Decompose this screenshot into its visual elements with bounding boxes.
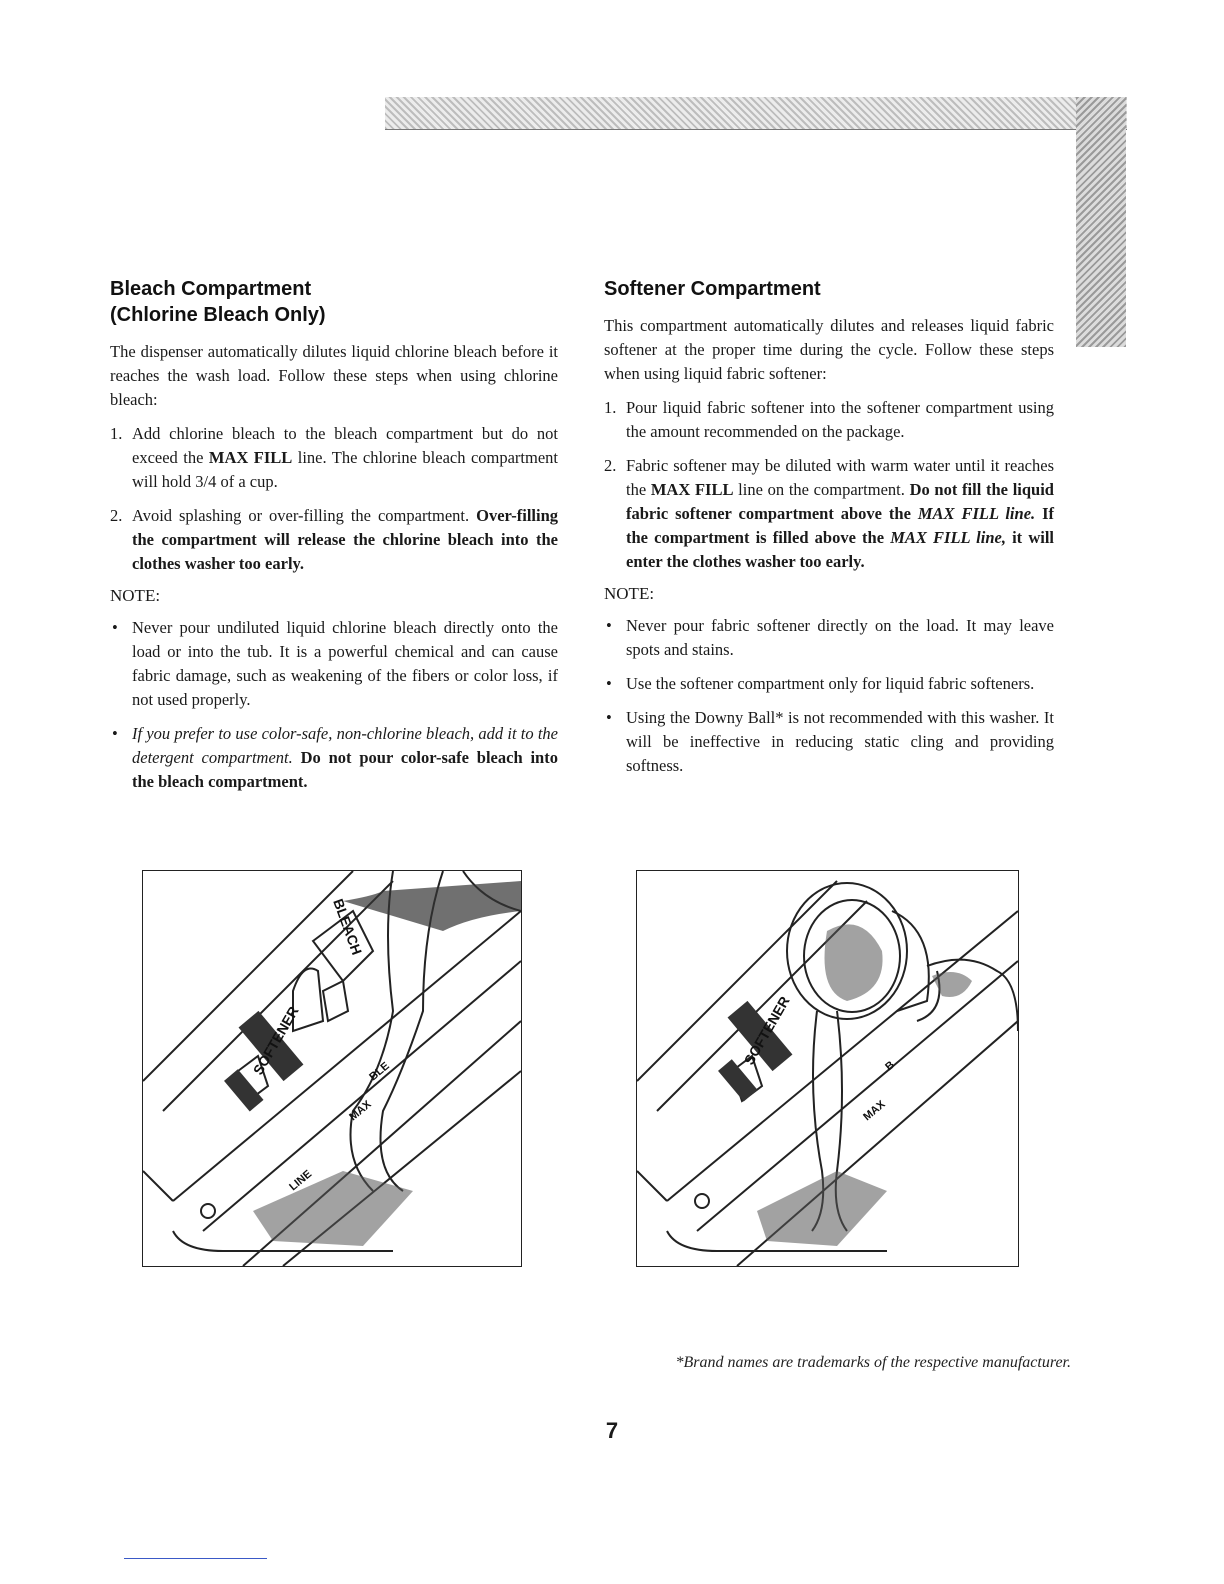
bleach-step-1: 1. Add chlorine bleach to the bleach compartment but do not exceed the MAX FILL line. The chlorine bleach compartment will hold 3/4 of a cup.: [110, 424, 559, 491]
fig-left-bleach-label: BLEACH: [330, 896, 366, 957]
bleach-heading: Bleach Compartment (Chlorine Bleach Only): [110, 278, 326, 326]
fig-right-b-label: B: [883, 1058, 898, 1074]
header-pattern-band: [385, 97, 1127, 130]
softener-step-2: 2. Fabric softener may be diluted with warm water until it reaches the MAX FILL line on the compartment. Do not fill the liquid fabric softener compartment above the MAX FILL line. If the compartment is filled above the MAX FILL line, it will enter the clothes washer too early.: [604, 456, 1055, 571]
trademark-footnote: *Brand names are trademarks of the respective manufacturer.: [675, 1354, 1071, 1371]
softener-illustration-svg: [637, 871, 1018, 1266]
softener-intro: This compartment automatically dilutes and releases liquid fabric softener at the proper time during the cycle. Follow these steps when using liquid fabric softener:: [604, 316, 1054, 383]
softener-notes: [604, 614, 1054, 778]
softener-note-1: • Never pour fabric softener directly on the load. It may leave spots and stains.: [606, 616, 1054, 659]
softener-heading: Softener Compartment: [604, 278, 821, 300]
softener-note-label: NOTE:: [604, 584, 655, 603]
fig-left-ble-label: BLE: [367, 1059, 392, 1084]
softener-step-1: 1. Pour liquid fabric softener into the softener compartment using the amount recommended on the package.: [604, 398, 1054, 441]
softener-steps: [604, 396, 1054, 574]
bleach-note-2: • If you prefer to use color-safe, non-chlorine bleach, add it to the detergent compartment. Do not pour color-safe bleach into the bleach compartment.: [112, 724, 558, 791]
bleach-pour-illustration: [142, 870, 522, 1267]
fig-right-softener-label: SOFTENER: [740, 993, 793, 1068]
section-side-tab: [1076, 97, 1126, 347]
fig-left-softener-label: SOFTENER: [249, 1003, 302, 1078]
fig-left-line-label: LINE: [287, 1167, 315, 1194]
softener-pour-illustration: [636, 870, 1019, 1267]
bleach-section: [110, 276, 558, 804]
softener-note-2: • Use the softener compartment only for liquid fabric softeners.: [606, 674, 1035, 693]
softener-note-3: • Using the Downy Ball* is not recommended with this washer. It will be ineffective in reducing static cling and providing softness.: [606, 708, 1054, 775]
bleach-notes: [110, 616, 558, 794]
softener-section: [604, 276, 1054, 788]
bleach-note-label: NOTE:: [110, 586, 161, 605]
fig-left-max-label: MAX: [347, 1098, 374, 1124]
bleach-intro: The dispenser automatically dilutes liquid chlorine bleach before it reaches the wash load. Follow these steps when using chlorine bleach:: [110, 342, 558, 409]
bleach-illustration-svg: [143, 871, 521, 1266]
bottom-rule: [124, 1558, 267, 1559]
bleach-note-1: • Never pour undiluted liquid chlorine bleach directly onto the load or into the tub. It is a powerful chemical and can cause fabric damage, such as weakening of the fibers or color loss, if not used properly.: [112, 618, 558, 709]
fig-right-max-label: MAX: [861, 1098, 888, 1124]
bleach-steps: [110, 422, 558, 576]
page-number: 7: [605, 1418, 619, 1443]
bleach-step-2: 2. Avoid splashing or over-filling the compartment. Over-filling the compartment will release the chlorine bleach into the clothes washer too early.: [110, 506, 558, 573]
